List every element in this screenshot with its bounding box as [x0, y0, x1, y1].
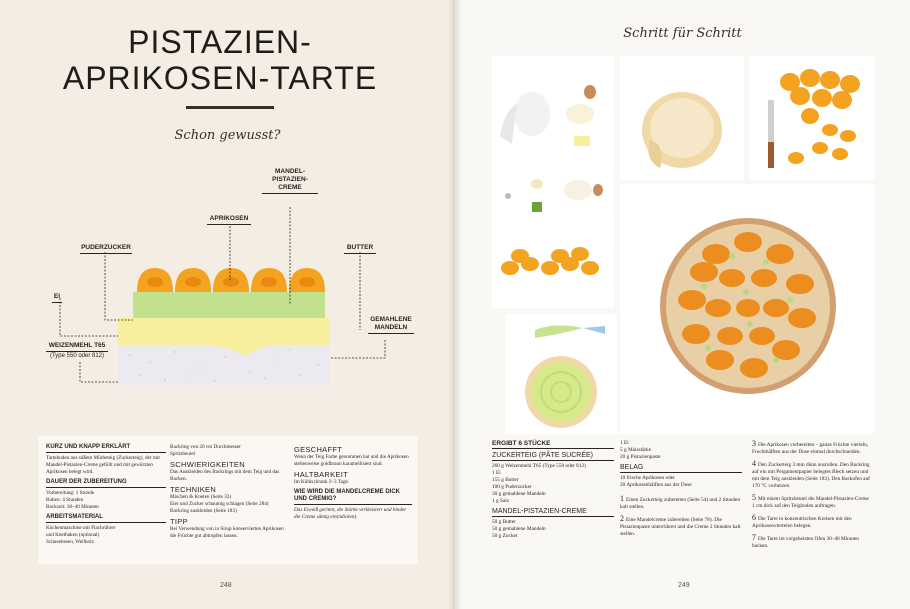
step-7-text: Die Tarte im vorgeheizten Ofen 30–40 Minuten backen. [752, 536, 859, 549]
heading-mandelcreme: WIE WIRD DIE MANDELCREME DICK UND CREMIG? [294, 489, 412, 505]
page-number-left: 248 [220, 582, 232, 589]
step-3 [752, 440, 872, 456]
step-3-text: Die Aprikosen vorbereiten – ganze Früchte vierteln, Fruchthälften aus der Dose einmal durchschneiden. [752, 442, 869, 455]
ingredient-salz: 1 g Salz [492, 498, 510, 504]
label-weizenmehl-type: (Type 550 oder 812) [49, 353, 105, 359]
ingredient-puderzucker: 100 g Puderzucker [492, 484, 532, 490]
heading-dauer: DAUER DER ZUBEREITUNG [46, 479, 166, 488]
ingredient-creme-zucker: 50 g Zucker [492, 533, 518, 539]
photo-cut-apricots [750, 56, 874, 180]
text-technik-1: Mischen & Kneten (Seite 32) [170, 494, 232, 500]
step-4-number: 4 [752, 459, 756, 468]
label-mandel-creme-1: MANDEL- [275, 168, 305, 175]
info-column-1 [46, 444, 166, 546]
step-6 [752, 514, 872, 530]
step-5 [752, 494, 872, 510]
info-column-2 [170, 444, 288, 543]
finished-tart-illustration [620, 184, 874, 434]
step-6-text: Die Tarte in konzentrischen Kreisen mit den Aprikosenviertelen belegen. [752, 516, 852, 529]
text-technik-3: Backring auskleiden (Seite 183) [170, 508, 237, 514]
heading-haltbarkeit: HALTBARKEIT [294, 470, 349, 479]
info-column-3 [294, 444, 412, 524]
section-subtitle: Schon gewusst? [174, 128, 281, 143]
step-2-text: Eine Mandelcreme zubereiten (Seite 78). Die Pistazienpaste unterrühren und die Creme 2 Stunden kalt stellen. [620, 517, 741, 537]
text-schwierigkeiten: Das Auskleiden des Backrings mit dem Teig und das Backen. [170, 469, 280, 482]
heading-techniken: TECHNIKEN [170, 485, 217, 494]
text-backzeit: Backzeit: 30–40 Minuten [46, 504, 99, 510]
heading-arbeitsmaterial: ARBEITSMATERIAL [46, 514, 166, 523]
photo-finished-tart [620, 184, 874, 434]
heading-belag: BELAG [620, 464, 742, 473]
pistachio-cream-layer [133, 292, 325, 318]
ingredient-creme-butter: 50 g Butter [492, 519, 516, 525]
recipe-column-3 [752, 440, 872, 554]
label-butter: BUTTER [344, 244, 376, 254]
apricot-halves [137, 268, 325, 292]
label-mandel-creme [262, 168, 318, 194]
label-aprikosen: APRIKOSEN [207, 215, 251, 225]
step-5-number: 5 [752, 493, 756, 502]
ingredient-mehl: 260 g Weizenmehl T65 (Type 550 oder 812) [492, 463, 586, 469]
label-weizenmehl: WEIZENMEHL T65 [46, 342, 108, 352]
heading-mandel-pistazien-creme: MANDEL-PISTAZIEN-CREME [492, 508, 614, 517]
ingredient-aprikosen-frisch: 10 frische Aprikosen oder [620, 475, 675, 481]
photo-lined-ring [620, 56, 744, 180]
text-spritzbeutel: Spritzbeutel [170, 451, 196, 457]
tart-layer-diagram [0, 0, 455, 430]
ingredient-creme-ei: 1 Ei [620, 440, 629, 446]
step-1-text: Einen Zuckerteig zubereiten (Seite 54) und 2 Stunden kalt stellen. [620, 497, 740, 510]
photo-ingredients [492, 56, 614, 308]
title-line-1: PISTAZIEN- [128, 24, 312, 60]
text-mandelcreme: Das Eiweiß gerinnt, die Stärke verkleistert und bindet die Creme sämig ein(ndicken). [294, 507, 406, 520]
label-gemahlene-2: MANDELN [374, 324, 408, 331]
heading-schwierigkeiten: SCHWIERIGKEITEN [170, 460, 245, 469]
label-gemahlene-1: GEMAHLENE [370, 316, 412, 323]
step-7 [752, 534, 872, 550]
ingredient-butter: 155 g Butter [492, 477, 519, 483]
book-gutter [448, 0, 462, 609]
step-7-number: 7 [752, 533, 756, 542]
step-1-number: 1 [620, 494, 624, 503]
heading-tipp: TIPP [170, 517, 188, 526]
text-haltbarkeit: Im Kühlschrank 2–3 Tage. [294, 479, 350, 485]
label-puderzucker: PUDERZUCKER [80, 244, 132, 254]
cut-apricots-illustration [750, 56, 874, 180]
page-number-right: 249 [678, 582, 690, 589]
step-3-number: 3 [752, 439, 756, 448]
flour-layer [118, 345, 330, 385]
step-4-text: Den Zuckerteig 3 mm dünn ausrollen. Den Backring auf ein mit Pergamentpapier belegtes Blech setzen und mit dem Teig auskleiden (Seite 183). Den Backofen auf 170 °C vorheizen. [752, 462, 870, 489]
piped-cream-illustration [505, 314, 617, 434]
text-geschafft: Wenn der Teig Farbe genommen hat und die Aprikosen stellenweise goldbraun karamellisiert sind. [294, 454, 409, 467]
recipe-column-2 [620, 440, 742, 542]
ingredient-pistazienpaste: 20 g Pistazienpaste [620, 454, 661, 460]
text-technik-2: Eier und Zucker schaumig schlagen (Seite 284) [170, 501, 269, 507]
text-material-2: und Knethaken (optional) [46, 532, 100, 538]
ingredients-illustration [492, 56, 614, 308]
ingredient-aprikosen-dose: 20 Aprikosenhälften aus der Dose [620, 482, 692, 488]
photo-piped-cream [505, 314, 617, 434]
label-mandel-creme-2: PISTAZIEN-CREME [272, 176, 308, 191]
text-material-1: Küchenmaschine mit Flachrührer [46, 525, 116, 531]
lined-ring-illustration [620, 56, 744, 180]
info-box [38, 436, 418, 564]
label-gemahlene-mandeln [368, 316, 414, 334]
heading-kurz-erklaert: KURZ UND KNAPP ERKLÄRT [46, 444, 166, 453]
heading-zuckerteig: ZUCKERTEIG (PÂTE SUCRÉE) [492, 452, 614, 461]
text-vorbereitung: Vorbereitung: 1 Stunde [46, 490, 95, 496]
step-4 [752, 460, 872, 490]
text-backring: Backring von 20 cm Durchmesser [170, 444, 241, 450]
heading-geschafft: GESCHAFFT [294, 445, 343, 454]
step-2-number: 2 [620, 514, 624, 523]
label-ei: EI [52, 293, 62, 303]
ingredient-ei: 1 Ei [492, 470, 501, 476]
heading-ergibt: ERGIBT 6 STÜCKE [492, 440, 614, 449]
step-6-number: 6 [752, 513, 756, 522]
text-ruhen: Ruhen: 4 Stunden [46, 497, 84, 503]
step-5-text: Mit einem Spritzbeutel die Mandel-Pistazien-Creme 1 cm dick auf den Teigboden auftragen. [752, 496, 869, 509]
step-2 [620, 515, 742, 538]
ingredient-maisstaerke: 5 g Maisstärke [620, 447, 652, 453]
recipe-column-1 [492, 440, 614, 540]
ingredient-mandeln: 30 g gemahlene Mandeln [492, 491, 546, 497]
ingredient-creme-mandeln: 50 g gemahlene Mandeln [492, 526, 546, 532]
step-by-step-heading: Schritt für Schritt [623, 26, 742, 41]
text-material-3: Schneebesen, Wellholz [46, 539, 94, 545]
title-line-2: APRIKOSEN-TARTE [62, 60, 378, 96]
text-kurz-erklaert: Tarteboden aus süßem Mürbeteig (Zuckerteig), der mit Mandel-Pistazien-Creme gefüllt und mit gewürzten Aprikosen belegt wird. [46, 455, 160, 475]
text-tipp: Bei Verwendung von in Sirup konservierten Aprikosen die Früchte gut abtropfen lassen. [170, 526, 284, 539]
step-1 [620, 495, 742, 511]
